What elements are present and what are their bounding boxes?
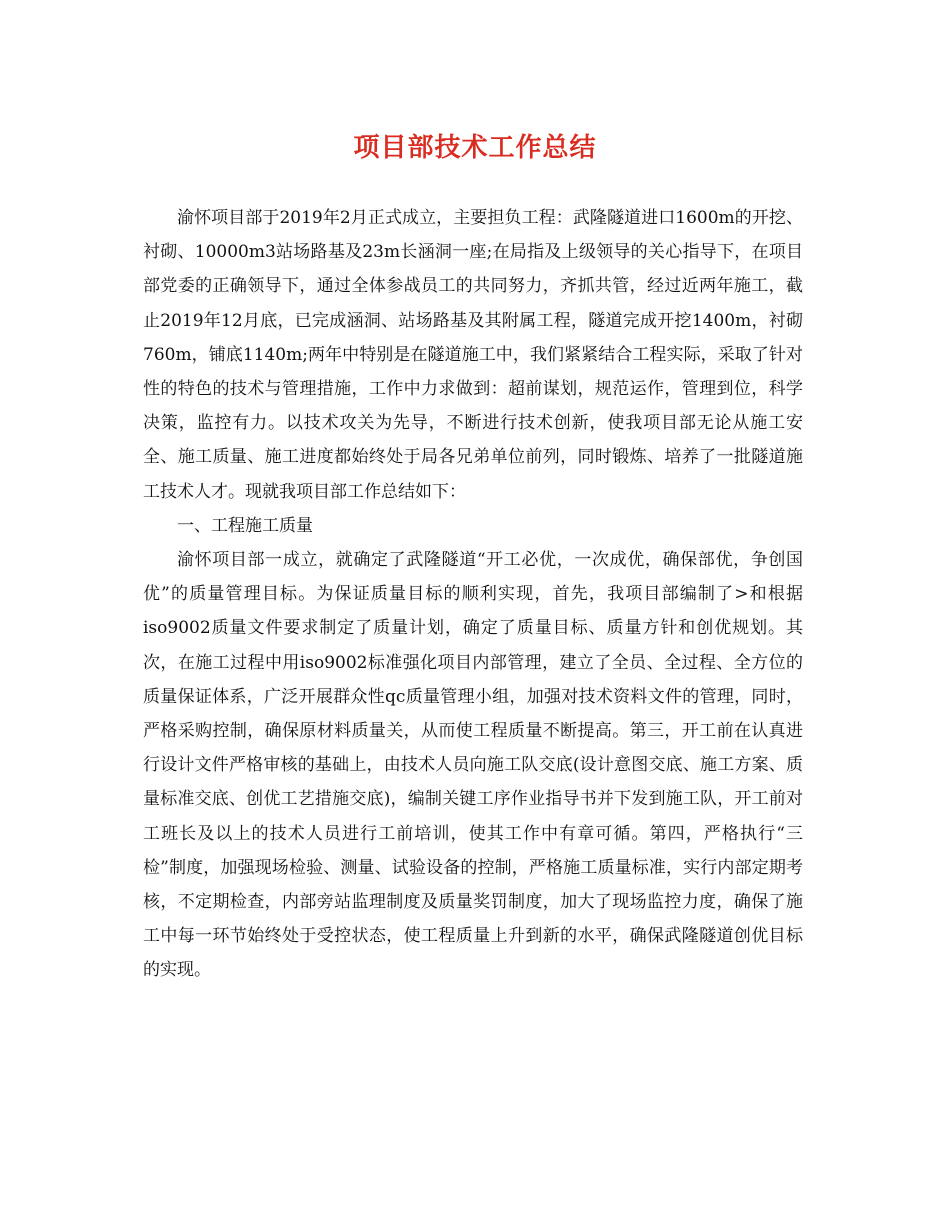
quality-paragraph: 渝怀项目部一成立，就确定了武隆隧道“开工必优，一次成优，确保部优，争创国优”的质量管理目标。为保证质量目标的顺利实现，首先，我项目部编制了>和根据iso9002质量文件要求制定了质量计划，确定了质量目标、质量方针和创优规划。其次，在施工过程中用iso9002标准强化项目内部管理，建立了全员、全过程、全方位的质量保证体系，广泛开展群众性qc质量管理小组，加强对技术资料文件的管理，同时，严格采购控制，确保原材料质量关，从而使工程质量不断提高。第三，开工前在认真进行设计文件严格审核的基础上，由技术人员向施工队交底(设计意图交底、施工方案、质量标准交底、创优工艺措施交底)，编制关键工序作业指导书并下发到施工队，开工前对工班长及以上的技术人员进行工前培训，使其工作中有章可循。第四，严格执行“三检”制度，加强现场检验、测量、试验设备的控制，严格施工质量标准，实行内部定期考核，不定期检查，内部旁站监理制度及质量奖罚制度，加大了现场监控力度，确保了施工中每一环节始终处于受控状态，使工程质量上升到新的水平，确保武隆隧道创优目标的实现。 — [143, 550, 803, 981]
document-title: 项目部技术工作总结 — [353, 133, 597, 163]
document-body — [143, 201, 803, 988]
section-heading-quality: 一、工程施工质量 — [177, 515, 313, 536]
intro-paragraph: 渝怀项目部于2019年2月正式成立，主要担负工程：武隆隧道进口1600m的开挖、衬砌、10000m3站场路基及23m长涵洞一座;在局指及上级领导的关心指导下，在项目部党委的正确领导下，通过全体参战员工的共同努力，齐抓共管，经过近两年施工，截止2019年12月底，已完成涵洞、站场路基及其附属工程，隧道完成开挖1400m，衬砌760m，铺底1140m;两年中特别是在隧道施工中，我们紧紧结合工程实际，采取了针对性的特色的技术与管理措施，工作中力求做到：超前谋划，规范运作，管理到位，科学决策，监控有力。以技术攻关为先导，不断进行技术创新，使我项目部无论从施工安全、施工质量、施工进度都始终处于局各兄弟单位前列，同时锻炼、培养了一批隧道施工技术人才。现就我项目部工作总结如下： — [143, 208, 803, 502]
